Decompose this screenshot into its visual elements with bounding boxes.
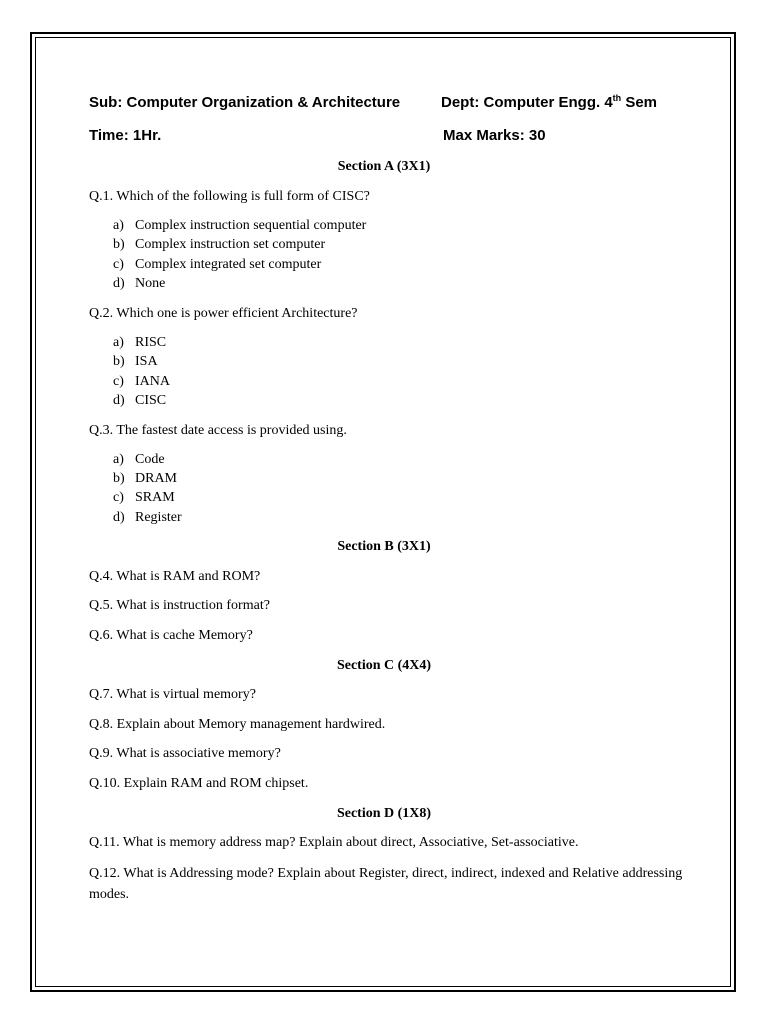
question: Q.5. What is instruction format? [89, 598, 270, 613]
dept-superscript: th [612, 93, 622, 103]
option-letter: b) [113, 237, 125, 252]
option-letter: a) [113, 452, 124, 467]
question: Q.10. Explain RAM and ROM chipset. [89, 776, 309, 791]
option-letter: b) [113, 471, 125, 486]
option-letter: a) [113, 218, 124, 233]
option-text: IANA [135, 374, 170, 389]
max-marks-label: Max Marks: 30 [443, 127, 546, 144]
dept-prefix: Dept: Computer Engg. 4 [441, 94, 613, 111]
option-letter: d) [113, 276, 125, 291]
question: Q.8. Explain about Memory management hardwired. [89, 717, 386, 732]
subject-label: Sub: Computer Organization & Architecture [89, 94, 401, 111]
option-letter: b) [113, 354, 125, 369]
option-text: Code [135, 452, 165, 467]
option-text: Complex integrated set computer [135, 257, 322, 272]
question: Q.7. What is virtual memory? [89, 687, 256, 702]
option-letter: c) [113, 490, 124, 505]
section-title: Section A (3X1) [337, 159, 431, 174]
dept-suffix: Sem [621, 94, 658, 111]
option-letter: c) [113, 257, 124, 272]
option-text: DRAM [135, 471, 178, 486]
option-text: Complex instruction set computer [135, 237, 326, 252]
section-title: Section D (1X8) [336, 806, 432, 821]
question: Q.11. What is memory address map? Explain about direct, Associative, Set-associative. [89, 835, 579, 850]
section-title: Section B (3X1) [337, 539, 431, 554]
time-label: Time: 1Hr. [89, 127, 162, 144]
option-letter: c) [113, 374, 124, 389]
option-text: Register [135, 510, 182, 525]
section-title: Section C (4X4) [336, 658, 432, 673]
option-letter: a) [113, 335, 124, 350]
question: Q.6. What is cache Memory? [89, 628, 253, 643]
option-text: SRAM [135, 490, 175, 505]
option-letter: d) [113, 393, 125, 408]
option-text: RISC [135, 335, 167, 350]
question: Q.2. Which one is power efficient Architecture? [89, 306, 358, 321]
option-text: CISC [135, 393, 167, 408]
dept-label [441, 94, 657, 111]
option-text: Complex instruction sequential computer [135, 218, 367, 233]
option-text: ISA [135, 354, 158, 369]
question: Q.4. What is RAM and ROM? [89, 569, 261, 584]
option-letter: d) [113, 510, 125, 525]
question: Q.12. What is Addressing mode? Explain about Register, direct, indirect, indexed and Relative addressing modes. [89, 866, 683, 902]
question: Q.3. The fastest date access is provided using. [89, 423, 347, 438]
option-text: None [135, 276, 166, 291]
question: Q.1. Which of the following is full form of CISC? [89, 189, 370, 204]
question: Q.9. What is associative memory? [89, 746, 281, 761]
